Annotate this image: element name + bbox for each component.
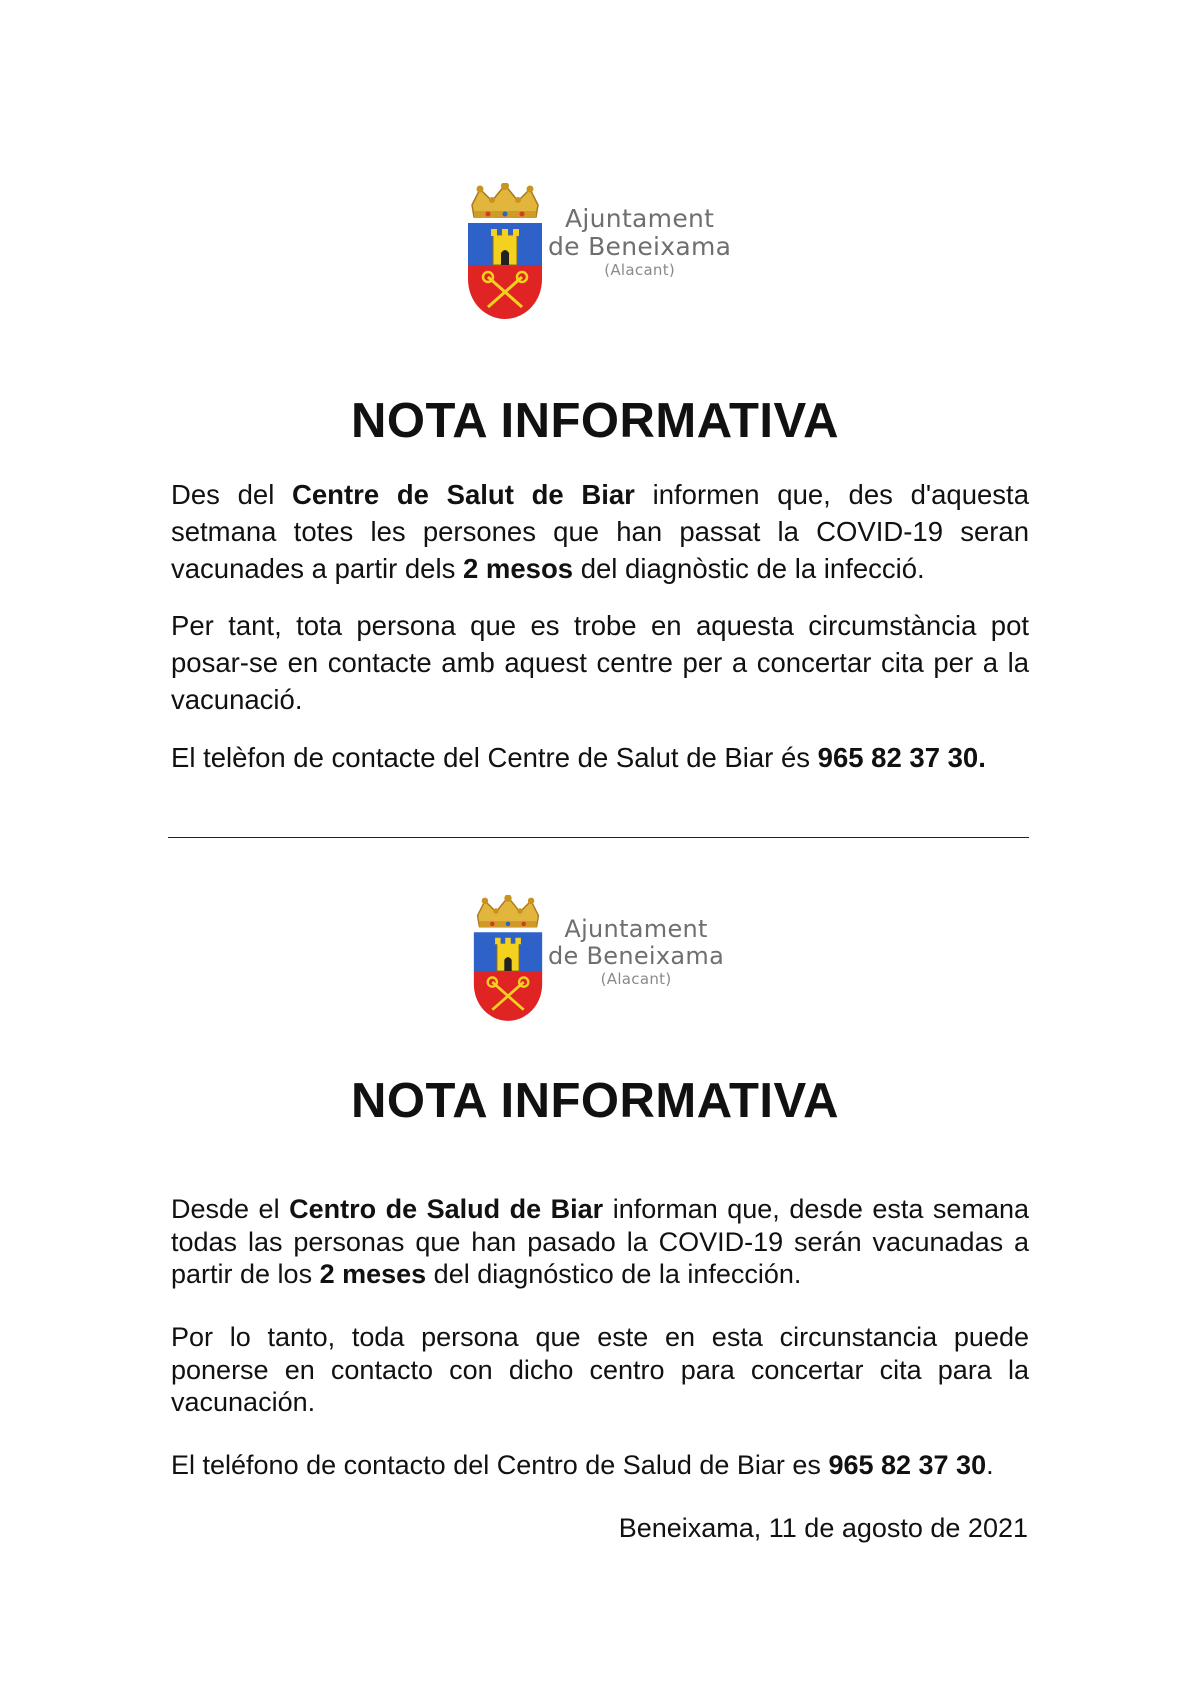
municipal-logo [466, 183, 731, 321]
paragraph-instructions: Per tant, tota persona que es trobe en aquesta circumstància pot posar-se en contacte amb aquest centre per a concertar cita per a la vacunació. [171, 610, 1029, 715]
coat-of-arms-icon [466, 183, 544, 321]
section-divider [168, 837, 1029, 838]
logo-line-alacant: (Alacant) [600, 969, 672, 988]
paragraph-phone: El teléfono de contacto del Centro de Salud de Biar es 965 82 37 30. [171, 1450, 994, 1480]
paragraph-intro: Desde el Centro de Salud de Biar informan que, desde esta semana todas las personas que han pasado la COVID-19 serán vacunadas a partir de los 2 meses del diagnóstico de la infección. [171, 1194, 1029, 1289]
paragraph-phone: El telèfon de contacte del Centre de Salut de Biar és 965 82 37 30. [171, 742, 986, 773]
page-title: NOTA INFORMATIVA [351, 394, 839, 448]
logo-text [548, 205, 731, 280]
logo-line-ajuntament: Ajuntament [564, 914, 708, 943]
signature-date: Beneixama, 11 de agosto de 2021 [618, 1513, 1028, 1543]
logo-line-alacant: (Alacant) [604, 261, 676, 280]
logo-line-beneixama: de Beneixama [548, 232, 732, 262]
logo-line-ajuntament: Ajuntament [565, 203, 715, 233]
coat-of-arms-icon [472, 895, 544, 1023]
page-title: NOTA INFORMATIVA [351, 1074, 839, 1128]
logo-line-beneixama: de Beneixama [548, 942, 725, 971]
paragraph-instructions: Por lo tanto, toda persona que este en esta circunstancia puede ponerse en contacto con dicho centro para concertar cita para la vacunación. [171, 1322, 1029, 1417]
logo-text [548, 916, 724, 988]
municipal-logo [472, 895, 724, 1023]
paragraph-intro: Des del Centre de Salut de Biar informen que, des d'aquesta setmana totes les persones que han passat la COVID-19 seran vacunades a partir dels 2 mesos del diagnòstic de la infecció. [171, 479, 1029, 584]
